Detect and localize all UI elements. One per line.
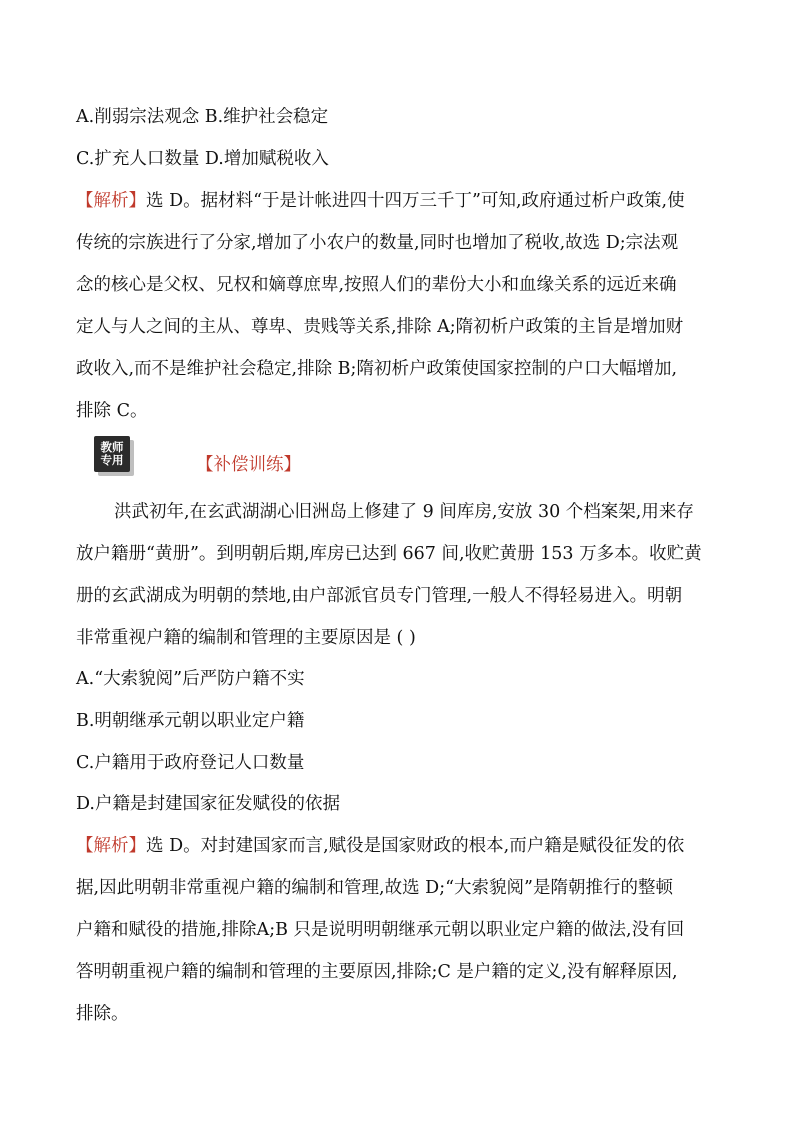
analysis-text: 选 D。对封建国家而言,赋役是国家财政的根本,而户籍是赋役征发的依 [146,836,685,856]
analysis-tag: 【解析】 [76,191,146,211]
analysis-1-line-2: 念的核心是父权、兄权和嫡尊庶卑,按照人们的辈份大小和血缘关系的远近来确 [76,275,677,295]
analysis-1-line-3: 定人与人之间的主从、尊卑、贵贱等关系,排除 A;隋初析户政策的主旨是增加财 [76,317,684,337]
option-b: B.明朝继承元朝以职业定户籍 [76,711,305,731]
analysis-2-line-1: 据,因此明朝非常重视户籍的编制和管理,故选 D;“大索貌阅”是隋朝推行的整顿 [76,878,674,898]
analysis-1-line-5: 排除 C。 [76,401,148,421]
option-ab: A.削弱宗法观念 B.维护社会稳定 [76,107,329,127]
option-a: A.“大索貌阅”后严防户籍不实 [76,669,305,689]
analysis-1-line-4: 政收入,而不是维护社会稳定,排除 B;隋初析户政策使国家控制的户口大幅增加, [76,359,678,379]
badge-line-1: 教师 [100,440,124,454]
badge-line-2: 专用 [100,453,124,467]
analysis-2-line-3: 答明朝重视户籍的编制和管理的主要原因,排除;C 是户籍的定义,没有解释原因, [76,962,678,982]
section-title: 【补偿训练】 [196,455,301,475]
analysis-1-line-1: 传统的宗族进行了分家,增加了小农户的数量,同时也增加了税收,故选 D;宗法观 [76,233,679,253]
teacher-only-badge [94,436,130,472]
analysis-tag: 【解析】 [76,836,146,856]
option-cd: C.扩充人口数量 D.增加赋税收入 [76,149,329,169]
stem-line-2: 册的玄武湖成为明朝的禁地,由户部派官员专门管理,一般人不得轻易进入。明朝 [76,586,683,606]
analysis-1-line-0 [76,189,685,213]
analysis-text: 选 D。据材料“于是计帐进四十四万三千丁”可知,政府通过析户政策,使 [146,191,685,211]
option-d: D.户籍是封建国家征发赋役的依据 [76,794,340,814]
analysis-2-line-4: 排除。 [76,1004,129,1024]
stem-line-3: 非常重视户籍的编制和管理的主要原因是 ( ) [76,628,416,648]
stem-line-0: 洪武初年,在玄武湖湖心旧洲岛上修建了 9 间库房,安放 30 个档案架,用来存 [114,502,694,522]
option-c: C.户籍用于政府登记人口数量 [76,753,305,773]
stem-line-1: 放户籍册“黄册”。到明朝后期,库房已达到 667 间,收贮黄册 153 万多本。收贮黄 [76,544,702,564]
analysis-2-line-2: 户籍和赋役的措施,排除A;B 只是说明明朝继承元朝以职业定户籍的做法,没有回 [76,920,685,940]
analysis-2-line-0 [76,834,684,858]
